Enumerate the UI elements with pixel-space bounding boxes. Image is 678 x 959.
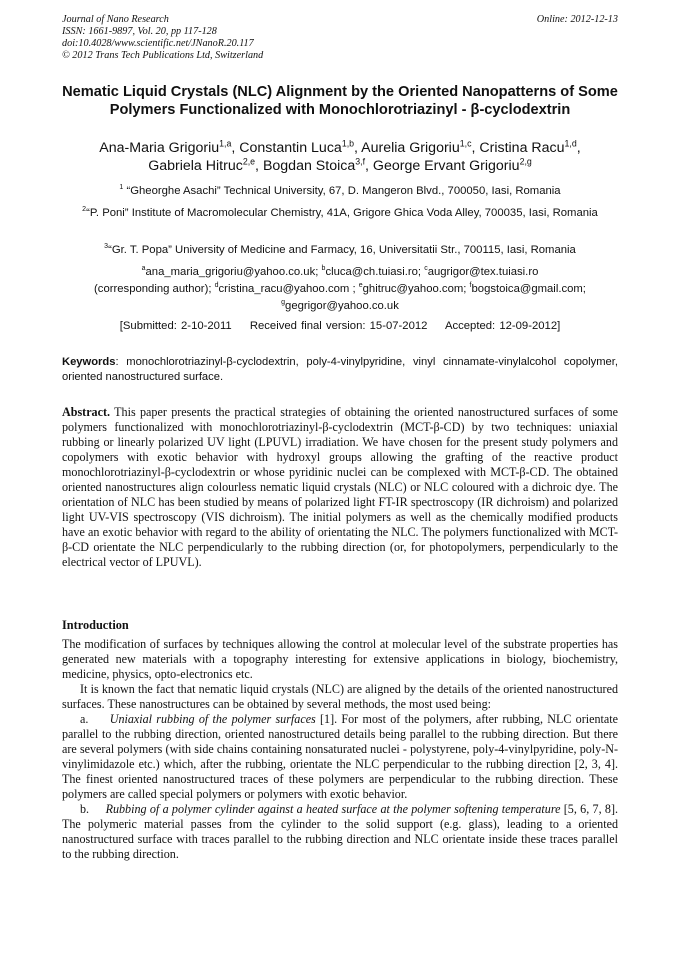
keywords-text: : monochlorotriazinyl-β-cyclodextrin, poly-4-vinylpyridine, vinyl cinnamate-vinylalcohol copolymer, oriented nanostructured surface. xyxy=(62,356,618,383)
abstract-label: Abstract. xyxy=(62,405,111,419)
affiliation-text: “Gr. T. Popa” University of Medicine and Farmacy, 16, Universitatii Str., 700115, Iasi, Romania xyxy=(108,244,576,256)
section-heading-introduction: Introduction xyxy=(62,618,129,632)
intro-paragraph-2: It is known the fact that nematic liquid crystals (NLC) are aligned by the details of the oriented nanostructured surfaces. These nanostructures can be obtained by several methods, the most used being: xyxy=(62,682,618,711)
list-marker: a. xyxy=(80,712,89,726)
author-sup: 2,e xyxy=(242,156,256,167)
submission-dates xyxy=(62,320,618,332)
author-name: Gabriela Hitruc xyxy=(148,158,243,174)
list-item-text: [5, 6, 7, 8]. The polymeric material passes from the cylinder to the solid support (e.g. glass), leading to a oriented nanostructured surface with traces parallel to the rubbing direction and NLC orientate inside these traces parallel to the rubbing direction. xyxy=(62,802,618,861)
email-d[interactable]: cristina_racu@yahoo.com ; xyxy=(218,283,356,295)
list-item-title: Rubbing of a polymer cylinder against a heated surface at the polymer softening temperature xyxy=(105,802,561,816)
email-c[interactable]: augrigor@tex.tuiasi.ro xyxy=(427,266,539,278)
keywords xyxy=(62,355,618,385)
author-sup: 1,b xyxy=(341,138,355,149)
list-item-title: Uniaxial rubbing of the polymer surfaces xyxy=(109,712,316,726)
author-sup: 3,f xyxy=(355,156,366,167)
introduction-body xyxy=(62,637,618,862)
email-a[interactable]: ana_maria_grigoriu@yahoo.co.uk; xyxy=(145,266,319,278)
affiliation-sup: 2 xyxy=(82,206,87,214)
affiliation-sup: 3 xyxy=(104,243,109,251)
author-sup: 1,a xyxy=(219,138,232,149)
affiliation-text: “P. Poni” Institute of Macromolecular Chemistry, 41A, Grigore Ghica Voda Alley, 700035, Iasi, Romania xyxy=(86,207,598,219)
list-item-text: [1]. For most of the polymers, after rubbing, NLC orientate parallel to the rubbing direction, oriented nanostructured details being parallel to the rubbing direction. But there are several polymers (with side chains containing nonsaturated nuclei - polystyrene, poly-4-vinylpyridine, poly-N-vinylimidazole etc.) which, after the rubbing, orientate the NLC perpendicular to the rubbing direction [2, 3, 4]. The finest oriented nanostructured traces of these polymers are perpendicular to the rubbing direction. These polymers are called special polymers or polymers with exotic behavior. xyxy=(62,712,618,801)
affiliation-1 xyxy=(62,184,618,199)
journal-name: Journal of Nano Research xyxy=(62,14,169,25)
author-name: Aurelia Grigoriu xyxy=(361,140,460,156)
affiliation-sup: 1 xyxy=(119,184,124,192)
affiliation-3 xyxy=(62,243,618,258)
doi-line: doi:10.4028/www.scientific.net/JNanoR.20.117 xyxy=(62,38,254,49)
copyright-line: © 2012 Trans Tech Publications Ltd, Switzerland xyxy=(62,50,264,61)
email-f[interactable]: bogstoica@gmail.com; xyxy=(471,283,586,295)
author-name: George Ervant Grigoriu xyxy=(372,158,520,174)
list-item-a xyxy=(62,712,618,802)
email-g[interactable]: gegrigor@yahoo.co.uk xyxy=(285,300,399,312)
online-date: Online: 2012-12-13 xyxy=(536,14,618,25)
list-item-b xyxy=(62,802,618,862)
author-name: Bogdan Stoica xyxy=(262,158,356,174)
author-name: Ana-Maria Grigoriu xyxy=(99,140,220,156)
email-block: $^a$ana_maria_grigoriu@yahoo.co.uk; $^b$cluca@ch.tuiasi.ro; $^c$augrigor@tex.tuiasi.ro (corresponding author); $^d$cristina_racu@yahoo.com ; $^e$ghitruc@yahoo.com; $^f$bogstoica@gmail.com; $^g$gegrigor@yahoo.co.uk xyxy=(94,265,586,312)
email-e[interactable]: ghitruc@yahoo.com; xyxy=(362,283,467,295)
abstract xyxy=(62,405,618,570)
affiliation-text: “Gheorghe Asachi” Technical University, 67, D. Mangeron Blvd., 700050, Iasi, Romania xyxy=(123,185,561,197)
intro-paragraph-1: The modification of surfaces by techniques allowing the control at molecular level of the substrate properties has generated new materials with a topography interesting for extensive applications in biology, biochemistry, medicine, physics, opto-electronics etc. xyxy=(62,637,618,681)
keywords-label: Keywords xyxy=(62,356,116,368)
author-name: Cristina Racu xyxy=(479,140,565,156)
paper-title: Nematic Liquid Crystals (NLC) Alignment by the Oriented Nanopatterns of Some Polymers Functionalized with Monochlorotriazinyl - β-cyclodextrin xyxy=(62,84,618,118)
author-name: Constantin Luca xyxy=(239,140,342,156)
abstract-text: This paper presents the practical strategies of obtaining the oriented nanostructured surfaces of some polymers functionalized with monochlorotriazinyl-β-cyclodextrin (MCT-β-CD) by two techniques: uniaxial rubbing or linearly polarized UV light (LPUVL) irradiation. We have chosen for the present study polymers and copolymers with exotic behavior with hydroxyl groups allowing the grafting of the reactive product monochlorotriazinyl-β-cyclodextrin or whose pyridinic nuclei can be complexed with MCT-β-CD. The obtained oriented nanostructures align colourless nematic liquid crystals (NLC) or NLC coloured with a dichroic dye. The orientation of NLC has been studied by means of polarized light FT-IR spectroscopy (IR dichroism) and polarized light UV-VIS spectroscopy (VIS dichroism). The initial polymers as well as the chemically modified products have an exotic behavior with regard to the ability of orientating the NLC. The polymers functionalized with MCT-β-CD orientate the NLC perpendicularly to the rubbing direction (or, for photopolymers, perpendicularly to the electrical vector of LPUVL). xyxy=(62,405,618,569)
journal-header xyxy=(62,14,618,62)
issn-line: ISSN: 1661-9897, Vol. 20, pp 117-128 xyxy=(62,26,217,37)
corresponding-note: (corresponding author); xyxy=(94,283,212,295)
submitted-date: [Submitted: 2-10-2011 xyxy=(119,320,232,332)
accepted-date: Accepted: 12-09-2012] xyxy=(444,320,561,332)
affiliation-2 xyxy=(62,206,618,221)
author-sup: 1,d xyxy=(564,138,577,149)
author-list: Ana-Maria Grigoriu$^{1,a}$, Constantin Luca$^{1,b}$, Aurelia Grigoriu$^{1,c}$, Cristina Racu$^{1,d}$, Gabriela Hitruc$^{2,e}$, Bogdan Stoica$^{3,f}$, George Ervant Grigoriu$^{2,g}$ xyxy=(99,138,581,174)
author-sup: 2,g xyxy=(519,156,532,167)
author-sup: 1,c xyxy=(459,138,472,149)
list-marker: b. xyxy=(80,802,90,816)
received-date: Received final version: 15-07-2012 xyxy=(249,320,428,332)
email-b[interactable]: cluca@ch.tuiasi.ro; xyxy=(325,266,422,278)
